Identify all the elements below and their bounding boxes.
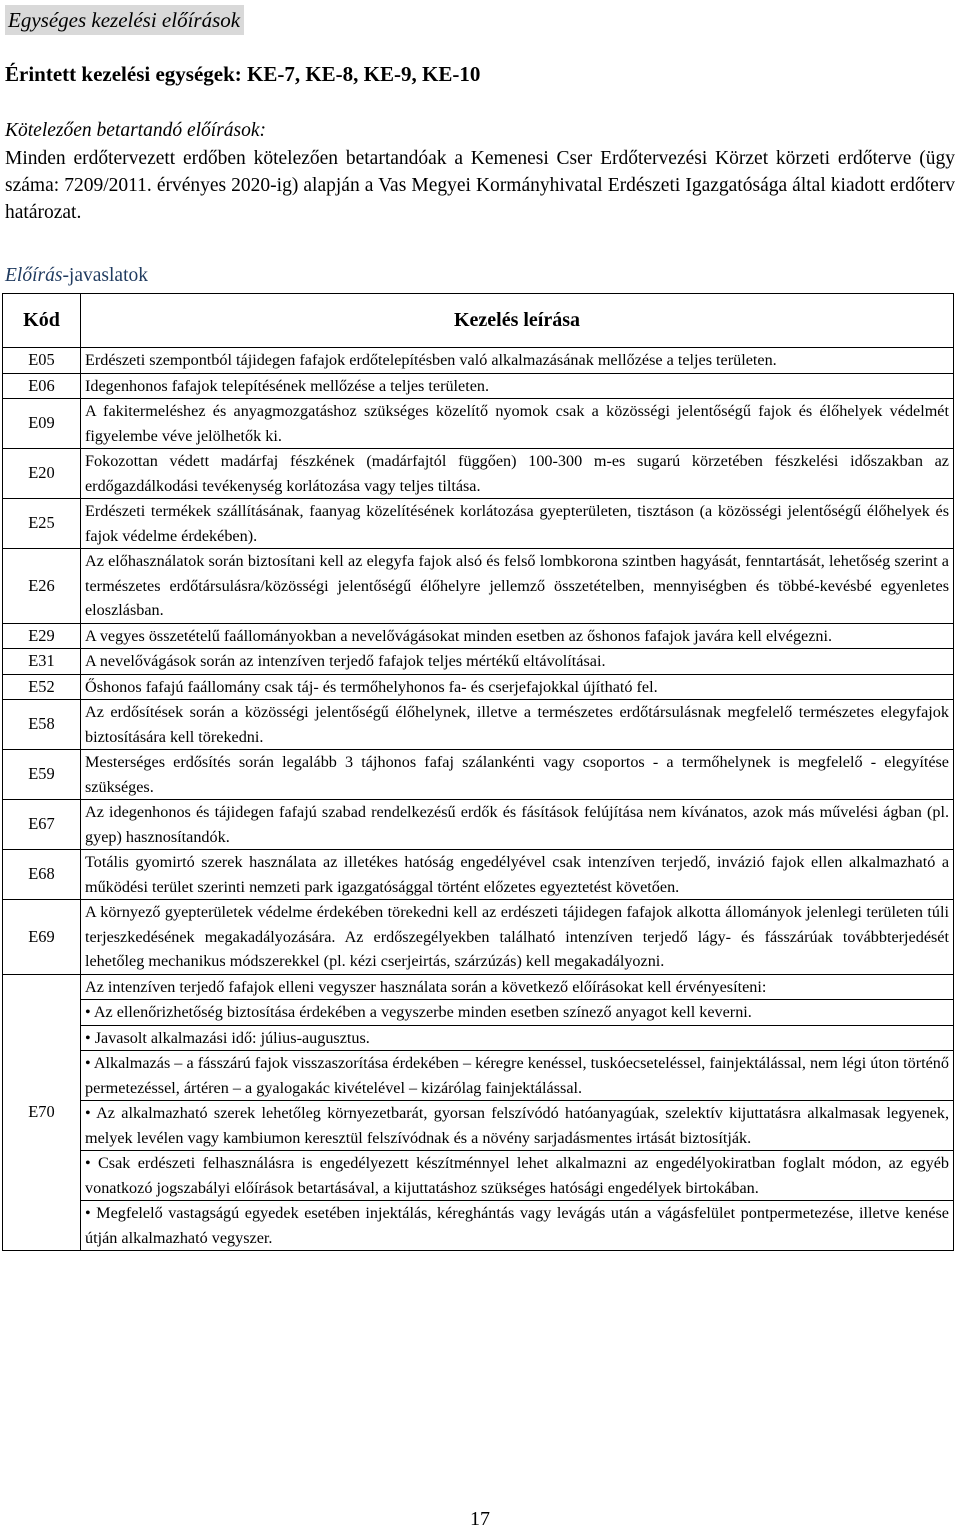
section-title: Egységes kezelési előírások [5, 5, 244, 35]
table-row [3, 974, 954, 1000]
table-row [3, 449, 954, 499]
row-description: Fokozottan védett madárfaj fészkének (madárfajtól függően) 100-300 m-es sugarú körzetében fészkelési időszakban az erdőgazdálkodási tevékenység korlátozása vagy teljes tiltása. [81, 449, 954, 499]
table-row [3, 1051, 954, 1101]
row-code: E58 [3, 700, 81, 750]
row-description: Totális gyomirtó szerek használata az illetékes hatóság engedélyével csak intenzíven terjedő, invázió fajok ellen alkalmazható a működési terület szerinti nemzeti park igazgatósággal történt előzetes egyeztetést követően. [81, 850, 954, 900]
row-code: E29 [3, 623, 81, 649]
affected-units-heading: Érintett kezelési egységek: KE-7, KE-8, KE-9, KE-10 [5, 62, 481, 86]
row-code: E26 [3, 549, 81, 624]
table-row [3, 1000, 954, 1026]
page-number: 17 [470, 1508, 490, 1530]
table-row [3, 1151, 954, 1201]
table-row [3, 549, 954, 624]
table-row [3, 900, 954, 975]
row-code: E67 [3, 800, 81, 850]
bullet-item: • Megfelelő vastagságú egyedek esetében injektálás, kéreghántás vagy levágás után a vágásfelület pontpermetezése, illetve kenése útján alkalmazható vegyszer. [81, 1201, 954, 1251]
row-description: Az előhasználatok során biztosítani kell az elegyfa fajok alsó és felső lombkorona szintben hagyását, fenntartását, lehetőség szerint a természetes erdőtársulásra/közösségi jelentőségű élőhelyre jellemző összetételben, mennyiségben és többé-kevésbé egyenletes eloszlásban. [81, 549, 954, 624]
table-row [3, 348, 954, 374]
proposals-heading [5, 262, 148, 290]
bullet-item: • Javasolt alkalmazási idő: július-augusztus. [81, 1025, 954, 1051]
row-code: E25 [3, 499, 81, 549]
treatment-table [2, 293, 954, 1251]
row-code: E09 [3, 399, 81, 449]
row-description: A környező gyepterületek védelme érdekében törekedni kell az erdészeti tájidegen fafajok alkotta állományok jelenlegi területen túli terjeszkedésének megakadályozására. Az erdőszegélyekben található intenzíven terjedő lágy- és fásszárúak továbbterjedését lehetőleg mechanikus módszerekkel (pl. kézi cserjeirtás, szárzúzás) kell megakadályozni. [81, 900, 954, 975]
table-row [3, 750, 954, 800]
table-row [3, 649, 954, 675]
row-code: E52 [3, 674, 81, 700]
table-row [3, 700, 954, 750]
row-description: A vegyes összetételű faállományokban a nevelővágásokat minden esetben az őshonos fafajok javára kell elvégezni. [81, 623, 954, 649]
table-row [3, 674, 954, 700]
table-row [3, 373, 954, 399]
proposals-label-rest: -javaslatok [62, 265, 148, 286]
table-row [3, 623, 954, 649]
mandatory-label: Kötelezően betartandó előírások: [5, 120, 267, 141]
bullet-item: • Az alkalmazható szerek lehetőleg környezetbarát, gyorsan felszívódó hatóanyagúak, szelektív kijuttatásra alkalmasak legyenek, melyek levélen vagy kambiumon keresztül felszívódnak és a növény sarjadásmentes irtását biztosítják. [81, 1101, 954, 1151]
bullet-item: • Az ellenőrizhetőség biztosítása érdekében a vegyszerbe minden esetben színező anyagot kell keverni. [81, 1000, 954, 1026]
table-row [3, 1201, 954, 1251]
table-row [3, 1025, 954, 1051]
row-description: A nevelővágások során az intenzíven terjedő fafajok teljes mértékű eltávolításai. [81, 649, 954, 675]
bullet-item: • Csak erdészeti felhasználásra is engedélyezett készítménnyel lehet alkalmazni az engedélyokiratban foglalt módon, az egyéb vonatkozó jogszabályi előírások betartásával, a kijuttatáshoz szükséges hatósági engedélyek birtokában. [81, 1151, 954, 1201]
row-code: E05 [3, 348, 81, 374]
table-row [3, 399, 954, 449]
row-code: E68 [3, 850, 81, 900]
row-code: E59 [3, 750, 81, 800]
row-code: E20 [3, 449, 81, 499]
column-header-description: Kezelés leírása [81, 294, 954, 348]
bullet-item: • Alkalmazás – a fásszárú fajok visszaszorítása érdekében – kéregre kenéssel, tuskóecseteléssel, fainjektálással, nem légi úton történő permetezéssel, ártéren – a gyalogakác kivételével – kizárólag fainjektálással. [81, 1051, 954, 1101]
row-description: Az intenzíven terjedő fafajok elleni vegyszer használata során a következő előírásokat kell érvényesíteni: [81, 974, 954, 1000]
row-description: Erdészeti termékek szállításának, faanyag közelítésének korlátozása gyepterületen, tisztáson (a közösségi jelentőségű élőhelyek és fajok védelme érdekében). [81, 499, 954, 549]
column-header-code: Kód [3, 294, 81, 348]
table-row [3, 850, 954, 900]
row-description: Idegenhonos fafajok telepítésének mellőzése a teljes területen. [81, 373, 954, 399]
row-description: Erdészeti szempontból tájidegen fafajok erdőtelepítésben való alkalmazásának mellőzése a teljes területen. [81, 348, 954, 374]
row-code: E06 [3, 373, 81, 399]
row-description: Az idegenhonos és tájidegen fafajú szabad rendelkezésű erdők és fásítások felújítása nem kívánatos, azok más művelési ágban (pl. gyep) hasznosítandók. [81, 800, 954, 850]
row-code: E69 [3, 900, 81, 975]
row-code: E70 [3, 974, 81, 1251]
table-body [3, 348, 954, 1251]
row-description: A fakitermeléshez és anyagmozgatáshoz szükséges közelítő nyomok csak a közösségi jelentőségű fajok és élőhelyek védelmét figyelembe véve jelölhetők ki. [81, 399, 954, 449]
table-row [3, 800, 954, 850]
row-description: Őshonos fafajú faállomány csak táj- és termőhelyhonos fa- és cserjefajokkal újítható fel. [81, 674, 954, 700]
row-description: Mesterséges erdősítés során legalább 3 tájhonos fafaj szálankénti vagy csoportos - a termőhelynek is megfelelő - elegyítése szükséges. [81, 750, 954, 800]
table-row [3, 1101, 954, 1151]
table-row [3, 499, 954, 549]
mandatory-text: Minden erdőtervezett erdőben kötelezően betartandóak a Kemenesi Cser Erdőtervezési Körzet körzeti erdőterve (ügy száma: 7209/2011. érvényes 2020-ig) alapján a Vas Megyei Kormányhivatal Erdészeti Igazgatósága által kiadott erdőterv határozat. [5, 148, 955, 223]
row-code: E31 [3, 649, 81, 675]
table-header-row [3, 294, 954, 348]
proposals-label-italic: Előírás [5, 265, 63, 286]
row-description: Az erdősítések során a közösségi jelentőségű élőhelynek, illetve a természetes erdőtársulásnak megfelelő természetes elegyfajok biztosítására kell törekedni. [81, 700, 954, 750]
